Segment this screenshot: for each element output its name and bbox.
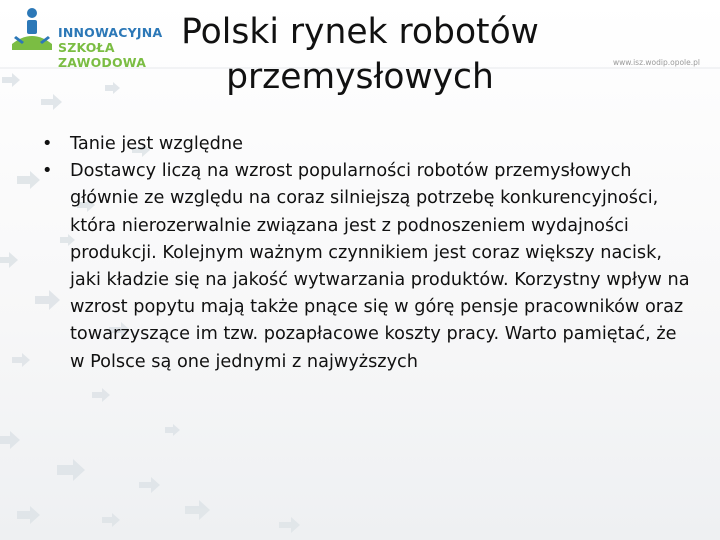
bullet-marker: • [42,134,53,154]
school-logo-icon [10,6,54,56]
slide-title: Polski rynek robotów przemysłowych [181,12,539,97]
website-url: www.isz.wodip.opole.pl [613,58,700,67]
bullet-item [42,131,692,158]
school-logo [10,6,163,70]
bullet-text: Tanie jest względne [70,134,244,154]
bullet-list [42,131,692,376]
bullet-text: Dostawcy liczą na wzrost popularności robotów przemysłowych głównie ze względu na coraz silniejszą potrzebę konkurencyjności, która nierozerwalnie związana jest z podnoszeniem wydajności produkcji. Kolejnym ważnym czynnikiem jest coraz większy nacisk, jaki kładzie się na jakość wytwarzania produktów. Korzystny wpływ na wzrost popytu mają także pnące się w górę pensje pracowników oraz towarzyszące im tzw. pozapłacowe koszty pracy. Warto pamiętać, że w Polsce są one jednymi z najwyższych [70,161,690,372]
logo-line-1: INNOWACYJNA [58,25,163,40]
bullet-marker: • [42,161,53,182]
bullet-item [42,158,692,376]
logo-line-2: SZKOŁA ZAWODOWA [58,40,147,70]
